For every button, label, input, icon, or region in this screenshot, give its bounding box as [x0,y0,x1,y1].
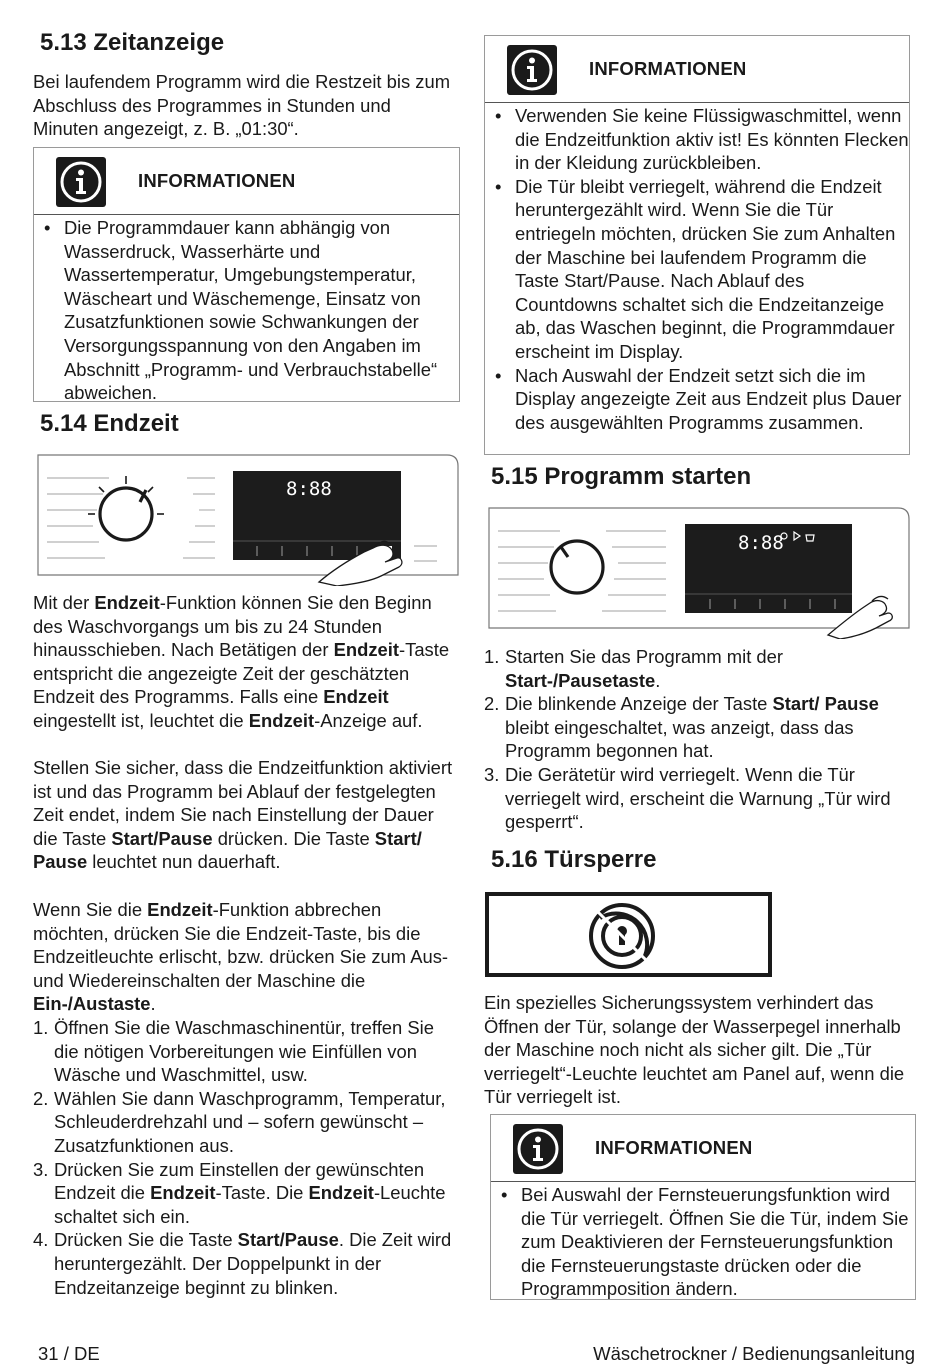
endzeit-panel-illustration [37,454,459,586]
info-list [491,1183,915,1301]
endzeit-steps [33,1016,460,1299]
step-number: 3. [33,1158,49,1180]
step-number: 3. [484,763,500,785]
door-lock-box [485,892,772,977]
start-steps [484,645,912,834]
info-box-endzeit [484,35,910,455]
section-title-5-15: 5.15 Programm starten [491,463,752,490]
section-title-5-13: 5.13 Zeitanzeige [40,29,225,56]
footer-page-number: 31 / DE [38,1343,100,1364]
section-title-5-16: 5.16 Türsperre [491,846,657,873]
door-lock-icon [586,900,658,972]
endzeit-paragraph-1: Mit der Endzeit-Funktion können Sie den Beginn des Waschvorgangs um bis zu 24 Stunden hinausschieben. Nach Betätigen der Endzeit-Taste entspricht die angezeigte Zeit der geschätzten Endzeit des Programms. Falls eine Endzeit eingestellt ist, leuchtet die Endzeit-Anzeige auf. [33,592,450,731]
step-number: 4. [33,1229,49,1251]
endzeit-paragraph-2: Stellen Sie sicher, dass die Endzeitfunktion aktiviert ist und das Programm bei Ablauf der festgelegten Zeit endet, indem Sie nach Einstellung der Dauer die Taste Start/Pause drücken. Die Taste Start/ Pause leuchtet nun dauerhaft. [33,757,453,873]
step-number: 1. [484,646,500,667]
info-box-title: INFORMATIONEN [589,58,747,79]
info-box-title: INFORMATIONEN [138,170,296,191]
info-icon [507,45,557,95]
svg-text:8:88: 8:88 [286,478,332,500]
info-list [34,216,454,405]
info-list [485,104,909,434]
section-title-5-14: 5.14 Endzeit [40,410,179,437]
step-item: 1. Öffnen Sie die Waschmaschinentür, treffen Sie die nötigen Vorbereitungen wie Einfüllen von Wäsche und Waschmittel, usw. [33,1017,434,1086]
info-box-title: INFORMATIONEN [595,1137,753,1158]
step-item: 2. Wählen Sie dann Waschprogramm, Temperatur, Schleuderdrehzahl und – sofern gewünscht – Zusatzfunktionen aus. [33,1087,446,1156]
step-item: 2. Die blinkende Anzeige der Taste Start/ Pause bleibt eingeschaltet, was anzeigt, dass das Programm begonnen hat. [484,693,879,762]
step-item: 4. Drücken Sie die Taste Start/Pause. Die Zeit wird heruntergezählt. Der Doppelpunkt in der Endzeitanzeige beginnt zu blinken. [33,1229,452,1298]
footer-document-title: Wäschetrockner / Bedienungsanleitung [593,1343,915,1364]
info-box-header [34,148,459,215]
info-icon [56,157,106,207]
step-item: 3. Die Gerätetür wird verriegelt. Wenn die Tür verriegelt wird, erscheint die Warnung „Tür wird gesperrt“. [484,763,891,833]
section-5-16-text: Ein spezielles Sicherungssystem verhindert das Öffnen der Tür, solange der Wasserpegel innerhalb der Maschine noch nicht als sicher gilt. Die „Tür verriegelt“-Leuchte leuchtet am Panel auf, wenn die Tür verriegelt ist. [484,992,905,1108]
info-box-header [491,1115,915,1182]
info-box-5-16 [490,1114,916,1300]
info-item: • Bei Auswahl der Fernsteuerungsfunktion wird die Tür verriegelt. Öffnen Sie die Tür, indem Sie zum Deaktivieren der Fernsteuerungsfunktion die Fernsteuerungstaste drücken oder die Programmposition ändern. [491,1183,915,1301]
info-item: • Verwenden Sie keine Flüssigwaschmittel, wenn die Endzeitfunktion aktiv ist! Es könnten Flecken in der Kleidung zurückbleiben. [485,104,909,175]
endzeit-paragraph-3: Wenn Sie die Endzeit-Funktion abbrechen möchten, drücken Sie die Endzeit-Taste, bis die Endzeitleuchte erlischt, bzw. drücken Sie zum Aus- und Wiedereinschalten der Maschine die Ein-/Austaste. [33,899,449,1015]
svg-text:8:88: 8:88 [738,532,784,554]
info-item: • Die Programmdauer kann abhängig von Wasserdruck, Wasserhärte und Wassertemperatur, Umgebungstemperatur, Wäscheart und Wäschemenge, Einsatz von Zusatzfunktionen sowie Schwankungen der Versorgungsspannung von den Angaben im Abschnitt „Programm- und Verbrauchstabelle“ abweichen. [34,216,454,405]
info-box-header [485,36,909,103]
step-number: 2. [33,1087,49,1109]
step-number: 1. [33,1017,49,1038]
info-item: • Nach Auswahl der Endzeit setzt sich die im Display angezeigte Zeit aus Endzeit plus Dauer des ausgewählten Programms zusammen. [485,364,909,435]
info-item: • Die Tür bleibt verriegelt, während die Endzeit heruntergezählt wird. Wenn Sie die Tür entriegeln möchten, drücken Sie zum Anhalten der Maschine bei laufendem Programm die Taste Start/Pause. Nach Ablauf des Countdowns schaltet sich die Endzeitanzeige ab, das Waschen beginnt, die Programmdauer erscheint im Display. [485,175,909,364]
step-item: 1. Starten Sie das Programm mit der Start-/Pausetaste. [484,646,784,691]
step-item: 3. Drücken Sie zum Einstellen der gewünschten Endzeit die Endzeit-Taste. Die Endzeit-Leuchte schaltet sich ein. [33,1158,446,1227]
info-icon [513,1124,563,1174]
info-box-5-13 [33,147,460,402]
step-number: 2. [484,693,500,715]
start-panel-illustration [488,507,910,639]
section-5-13-text: Bei laufendem Programm wird die Restzeit bis zum Abschluss des Programmes in Stunden und Minuten angezeigt, z. B. „01:30“. [33,71,451,140]
program-knob-icon [551,541,603,593]
